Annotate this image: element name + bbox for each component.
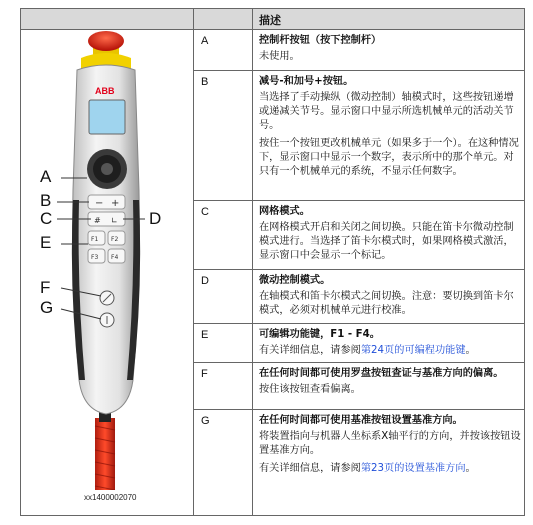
svg-text:∟: ∟ — [111, 216, 118, 225]
row-paragraph: 按住一个按钮更改机械单元（如果多于一个）。在这种情况下，显示窗口中显示一个数字，表示所中的那个单元。对只有一个机械单元的系统，不显示任何数字。 — [259, 138, 519, 177]
svg-text:F1: F1 — [91, 236, 99, 243]
table-row: G 在任何时间都可使用基准按钮设置基准方向。 将装置指向与机器人坐标系X轴平行的方向，并按该按钮设置基准方向。 有关详细信息，请参阅第23页的设置基准方向。 — [194, 410, 524, 515]
row-title: 在任何时间都可使用基准按钮设置基准方向。 — [259, 415, 463, 426]
display-window — [89, 100, 125, 134]
row-paragraph: 未使用。 — [259, 51, 300, 62]
row-title: 在任何时间都可使用罗盘按钮查证与基准方向的偏离。 — [259, 368, 504, 379]
row-title: 减号-和加号+按钮。 — [259, 76, 354, 87]
row-paragraph: 将装置指向与机器人坐标系X轴平行的方向，并按该按钮设置基准方向。 — [259, 431, 521, 456]
label-e: E — [40, 233, 52, 252]
label-b: B — [40, 191, 52, 210]
row-key: E — [201, 329, 209, 341]
row-title: 微动控制模式。 — [259, 275, 331, 286]
row-paragraph: 当选择了手动操纵（微动控制）轴模式时，这些按钮递增或递减关节号。显示窗口中显示所选机械单元的活动关节号。 — [259, 92, 514, 131]
description-table — [20, 8, 525, 516]
device-figure-cell — [21, 30, 194, 515]
device-illustration — [21, 30, 193, 490]
label-g: G — [40, 298, 54, 317]
table-row — [194, 363, 524, 410]
table-row — [194, 30, 524, 71]
table-row: E 可编辑功能键，F1 - F4。 有关详细信息，请参阅第24页的可编程功能键。 — [194, 324, 524, 363]
row-title: 可编辑功能键，F1 - F4。 — [259, 329, 380, 340]
row-paragraph: 在网格模式开启和关闭之间切换。只能在笛卡尔微动控制模式进行。当选择了笛卡尔模式时，如果网格模式激活，显示窗口中会显示一个标记。 — [259, 222, 514, 261]
row-key: G — [201, 415, 210, 427]
row-title: 控制杆按钮（按下控制杆） — [259, 35, 382, 46]
cable — [95, 418, 115, 490]
cross-reference-link[interactable]: 第23页的设置基准方向 — [360, 463, 466, 474]
row-paragraph: 按住该按钮查看偏离。 — [259, 384, 361, 395]
svg-text:+: + — [111, 198, 120, 209]
svg-text:F3: F3 — [91, 254, 99, 261]
table-row — [194, 270, 524, 324]
label-a: A — [40, 167, 52, 186]
header-cell-image — [21, 9, 194, 29]
label-d: D — [149, 209, 162, 228]
row-paragraph: 在轴模式和笛卡尔模式之间切换。注意：要切换到笛卡尔模式，必须对机械单元进行校准。 — [259, 291, 514, 316]
row-key: F — [201, 368, 208, 380]
svg-text:F2: F2 — [111, 236, 119, 243]
header-cell-key — [194, 9, 253, 29]
brand-logo: ABB — [95, 86, 115, 96]
svg-text:−: − — [95, 198, 104, 209]
figure-caption: xx1400002070 — [84, 493, 137, 502]
emergency-stop-icon — [88, 31, 124, 51]
table-header — [21, 9, 524, 30]
row-key: D — [201, 275, 209, 287]
header-description: 描述 — [259, 14, 281, 27]
label-f: F — [40, 278, 51, 297]
cross-reference-link[interactable]: 第24页的可编程功能键 — [360, 345, 466, 356]
label-c: C — [40, 209, 53, 228]
table-row — [194, 201, 524, 270]
row-key: A — [201, 35, 209, 47]
row-key: B — [201, 76, 209, 88]
svg-text:#: # — [94, 216, 101, 225]
row-key: C — [201, 206, 209, 218]
table-row — [194, 71, 524, 201]
row-text: 有关详细信息，请参阅 — [259, 463, 361, 474]
svg-text:F4: F4 — [111, 254, 119, 261]
row-title: 网格模式。 — [259, 206, 310, 217]
row-text: 有关详细信息，请参阅 — [259, 345, 361, 356]
